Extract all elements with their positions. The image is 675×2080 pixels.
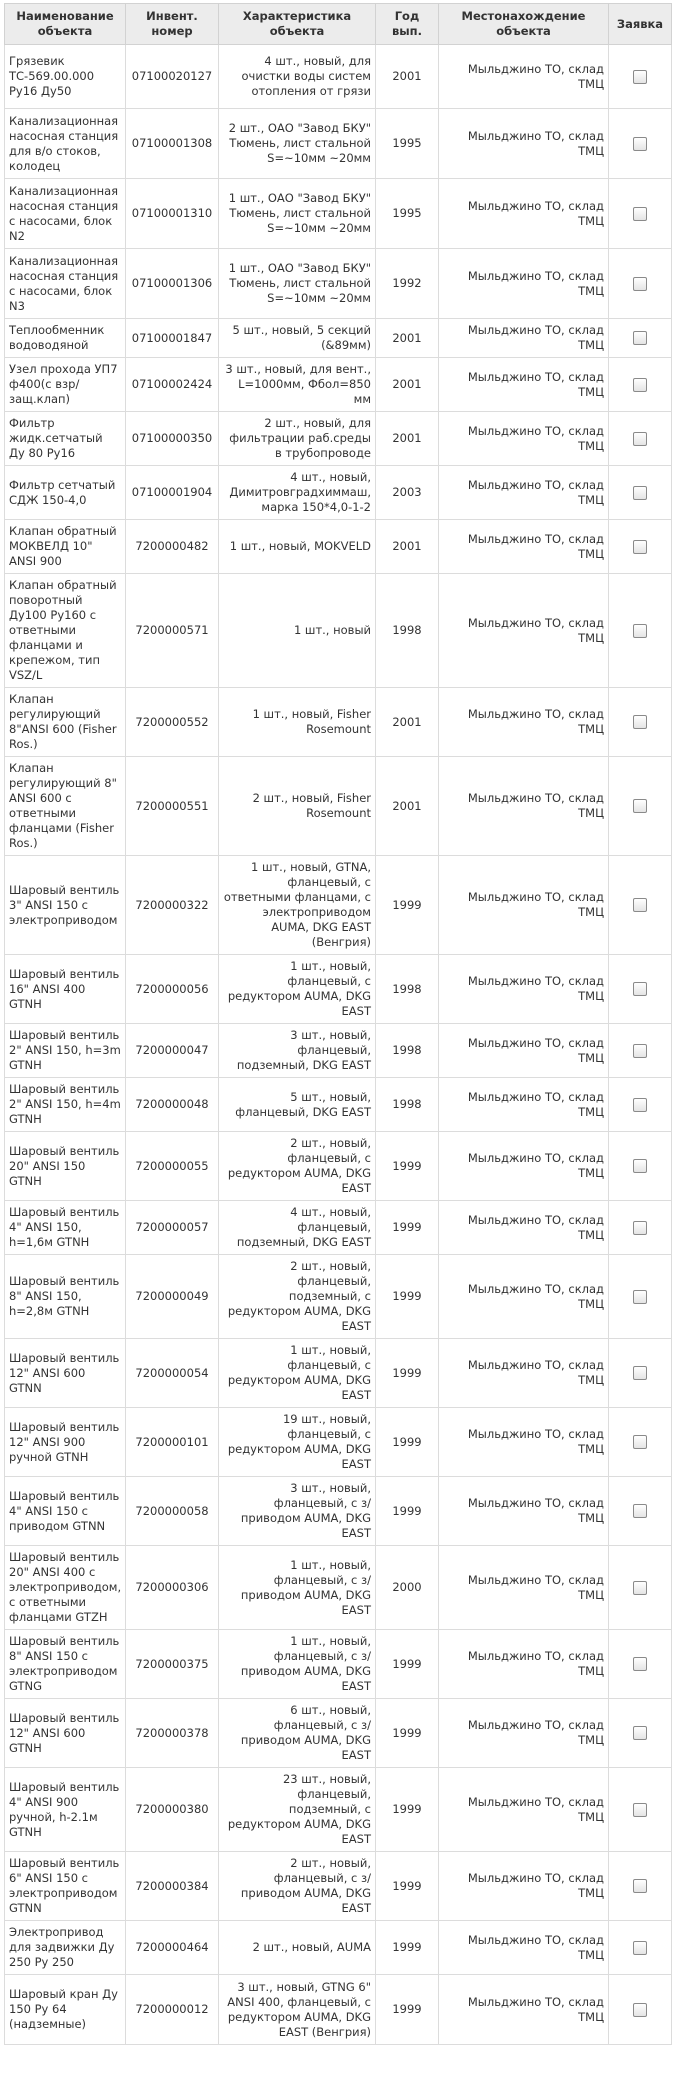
cell-name: Шаровый вентиль 2" ANSI 150, h=3m GTNH <box>5 1024 126 1078</box>
cell-description: 6 шт., новый, фланцевый, с з/приводом AUMA, DKG EAST <box>219 1699 376 1768</box>
request-checkbox[interactable] <box>633 1879 647 1893</box>
cell-location: Мыльджино ТО, склад ТМЦ <box>439 1078 609 1132</box>
request-checkbox[interactable] <box>633 207 647 221</box>
cell-description: 1 шт., новый, фланцевый, с з/приводом AUMA, DKG EAST <box>219 1630 376 1699</box>
cell-name: Шаровый кран Ду 150 Ру 64 (надземные) <box>5 1975 126 2045</box>
cell-inventory-number: 7200000054 <box>126 1339 219 1408</box>
table-row <box>5 249 672 319</box>
cell-location: Мыльджино ТО, склад ТМЦ <box>439 688 609 757</box>
cell-request <box>609 179 672 249</box>
cell-description: 1 шт., новый, фланцевый, с редуктором AUMA, DKG EAST <box>219 1339 376 1408</box>
cell-request <box>609 1132 672 1201</box>
cell-inventory-number: 7200000375 <box>126 1630 219 1699</box>
cell-inventory-number: 7200000306 <box>126 1546 219 1630</box>
request-checkbox[interactable] <box>633 1726 647 1740</box>
request-checkbox[interactable] <box>633 1366 647 1380</box>
cell-location: Мыльджино ТО, склад ТМЦ <box>439 1975 609 2045</box>
cell-year: 1999 <box>376 1852 439 1921</box>
cell-location: Мыльджино ТО, склад ТМЦ <box>439 319 609 358</box>
cell-request <box>609 1852 672 1921</box>
cell-year: 2001 <box>376 688 439 757</box>
cell-description: 1 шт., ОАО "Завод БКУ" Тюмень, лист стальной S=~10мм ~20мм <box>219 249 376 319</box>
cell-description: 1 шт., ОАО "Завод БКУ" Тюмень, лист стальной S=~10мм ~20мм <box>219 179 376 249</box>
cell-year: 1999 <box>376 856 439 955</box>
cell-year: 1999 <box>376 1477 439 1546</box>
table-row <box>5 1132 672 1201</box>
cell-inventory-number: 7200000101 <box>126 1408 219 1477</box>
cell-name: Канализационная насосная станция для в/о стоков, колодец <box>5 109 126 179</box>
cell-request <box>609 757 672 856</box>
cell-year: 1998 <box>376 1024 439 1078</box>
cell-request <box>609 1477 672 1546</box>
cell-location: Мыльджино ТО, склад ТМЦ <box>439 1768 609 1852</box>
cell-request <box>609 45 672 109</box>
table-row <box>5 1078 672 1132</box>
cell-name: Шаровый вентиль 4" ANSI 150, h=1,6м GTNH <box>5 1201 126 1255</box>
cell-request <box>609 1078 672 1132</box>
cell-name: Шаровый вентиль 16" ANSI 400 GTNH <box>5 955 126 1024</box>
table-row <box>5 1201 672 1255</box>
request-checkbox[interactable] <box>633 1803 647 1817</box>
cell-name: Шаровый вентиль 2" ANSI 150, h=4m GTNH <box>5 1078 126 1132</box>
cell-request <box>609 1201 672 1255</box>
cell-request <box>609 688 672 757</box>
table-row <box>5 319 672 358</box>
cell-year: 1995 <box>376 109 439 179</box>
request-checkbox[interactable] <box>633 378 647 392</box>
cell-name: Клапан обратный поворотный Ду100 Ру160 с ответными фланцами и крепежом, тип VSZ/L <box>5 574 126 688</box>
cell-description: 4 шт., новый, Димитровградхиммаш, марка 150*4,0-1-2 <box>219 466 376 520</box>
cell-request <box>609 1408 672 1477</box>
request-checkbox[interactable] <box>633 982 647 996</box>
cell-name: Шаровый вентиль 4" ANSI 900 ручной, h-2.1м GTNH <box>5 1768 126 1852</box>
cell-description: 3 шт., новый, фланцевый, с з/приводом AUMA, DKG EAST <box>219 1477 376 1546</box>
cell-year: 1995 <box>376 179 439 249</box>
table-body <box>5 45 672 2045</box>
request-checkbox[interactable] <box>633 70 647 84</box>
cell-request <box>609 574 672 688</box>
cell-location: Мыльджино ТО, склад ТМЦ <box>439 1408 609 1477</box>
cell-year: 1998 <box>376 955 439 1024</box>
cell-description: 2 шт., новый, фланцевый, с редуктором AUMA, DKG EAST <box>219 1132 376 1201</box>
cell-name: Шаровый вентиль 8" ANSI 150, h=2,8м GTNH <box>5 1255 126 1339</box>
cell-year: 2003 <box>376 466 439 520</box>
cell-name: Канализационная насосная станция с насосами, блок N3 <box>5 249 126 319</box>
cell-inventory-number: 7200000056 <box>126 955 219 1024</box>
request-checkbox[interactable] <box>633 715 647 729</box>
request-checkbox[interactable] <box>633 432 647 446</box>
cell-inventory-number: 07100020127 <box>126 45 219 109</box>
cell-year: 1999 <box>376 1699 439 1768</box>
cell-year: 1999 <box>376 1339 439 1408</box>
cell-description: 1 шт., новый, GTNA, фланцевый, с ответными фланцами, с электроприводом AUMA, DKG EAST (Венгрия) <box>219 856 376 955</box>
cell-request <box>609 1546 672 1630</box>
request-checkbox[interactable] <box>633 624 647 638</box>
cell-location: Мыльджино ТО, склад ТМЦ <box>439 1477 609 1546</box>
request-checkbox[interactable] <box>633 277 647 291</box>
table-row <box>5 358 672 412</box>
table-row <box>5 109 672 179</box>
header-year: Год вып. <box>376 4 439 45</box>
cell-request <box>609 466 672 520</box>
cell-request <box>609 1339 672 1408</box>
request-checkbox[interactable] <box>633 137 647 151</box>
request-checkbox[interactable] <box>633 1941 647 1955</box>
cell-year: 1992 <box>376 249 439 319</box>
cell-inventory-number: 7200000552 <box>126 688 219 757</box>
cell-request <box>609 955 672 1024</box>
request-checkbox[interactable] <box>633 331 647 345</box>
cell-description: 2 шт., новый, фланцевый, с з/приводом AUMA, DKG EAST <box>219 1852 376 1921</box>
cell-location: Мыльджино ТО, склад ТМЦ <box>439 249 609 319</box>
cell-name: Шаровый вентиль 12" ANSI 600 GTNH <box>5 1699 126 1768</box>
cell-year: 1999 <box>376 1408 439 1477</box>
cell-description: 2 шт., ОАО "Завод БКУ" Тюмень, лист стальной S=~10мм ~20мм <box>219 109 376 179</box>
cell-description: 2 шт., новый, фланцевый, подземный, с редуктором AUMA, DKG EAST <box>219 1255 376 1339</box>
header-description: Характеристика объекта <box>219 4 376 45</box>
cell-inventory-number: 07100001310 <box>126 179 219 249</box>
request-checkbox[interactable] <box>633 1504 647 1518</box>
cell-description: 4 шт., новый, фланцевый, подземный, DKG EAST <box>219 1201 376 1255</box>
cell-description: 1 шт., новый, MOKVELD <box>219 520 376 574</box>
cell-year: 1998 <box>376 1078 439 1132</box>
table-row <box>5 757 672 856</box>
cell-inventory-number: 7200000482 <box>126 520 219 574</box>
cell-location: Мыльджино ТО, склад ТМЦ <box>439 412 609 466</box>
table-row <box>5 856 672 955</box>
table-row <box>5 955 672 1024</box>
cell-inventory-number: 7200000055 <box>126 1132 219 1201</box>
cell-location: Мыльджино ТО, склад ТМЦ <box>439 1024 609 1078</box>
cell-description: 3 шт., новый, для вент., L=1000мм, Фбол=850 мм <box>219 358 376 412</box>
cell-inventory-number: 7200000378 <box>126 1699 219 1768</box>
header-request: Заявка <box>609 4 672 45</box>
cell-year: 2001 <box>376 319 439 358</box>
cell-location: Мыльджино ТО, склад ТМЦ <box>439 1699 609 1768</box>
cell-name: Шаровый вентиль 3" ANSI 150 с электроприводом <box>5 856 126 955</box>
table-row <box>5 1477 672 1546</box>
cell-request <box>609 1024 672 1078</box>
table-row <box>5 1852 672 1921</box>
table-row <box>5 1024 672 1078</box>
cell-name: Шаровый вентиль 12" ANSI 600 GTNN <box>5 1339 126 1408</box>
cell-request <box>609 109 672 179</box>
request-checkbox[interactable] <box>633 1435 647 1449</box>
cell-request <box>609 1975 672 2045</box>
cell-year: 1999 <box>376 1630 439 1699</box>
cell-year: 1998 <box>376 574 439 688</box>
header-name: Наименование объекта <box>5 4 126 45</box>
cell-year: 2001 <box>376 757 439 856</box>
cell-description: 5 шт., новый, фланцевый, DKG EAST <box>219 1078 376 1132</box>
cell-name: Шаровый вентиль 6" ANSI 150 с электроприводом GTNN <box>5 1852 126 1921</box>
cell-inventory-number: 7200000551 <box>126 757 219 856</box>
assets-table <box>4 3 672 2045</box>
cell-request <box>609 520 672 574</box>
cell-location: Мыльджино ТО, склад ТМЦ <box>439 358 609 412</box>
cell-inventory-number: 7200000571 <box>126 574 219 688</box>
cell-inventory-number: 7200000384 <box>126 1852 219 1921</box>
cell-year: 1999 <box>376 1255 439 1339</box>
cell-name: Шаровый вентиль 4" ANSI 150 с приводом GTNN <box>5 1477 126 1546</box>
cell-inventory-number: 7200000012 <box>126 1975 219 2045</box>
cell-inventory-number: 7200000049 <box>126 1255 219 1339</box>
cell-year: 2000 <box>376 1546 439 1630</box>
table-row <box>5 1546 672 1630</box>
cell-name: Клапан регулирующий 8"ANSI 600 (Fisher Ros.) <box>5 688 126 757</box>
cell-location: Мыльджино ТО, склад ТМЦ <box>439 179 609 249</box>
cell-description: 3 шт., новый, фланцевый, подземный, DKG EAST <box>219 1024 376 1078</box>
cell-inventory-number: 7200000464 <box>126 1921 219 1975</box>
cell-name: Теплообменник водоводяной <box>5 319 126 358</box>
cell-inventory-number: 7200000380 <box>126 1768 219 1852</box>
request-checkbox[interactable] <box>633 1098 647 1112</box>
cell-location: Мыльджино ТО, склад ТМЦ <box>439 1630 609 1699</box>
cell-description: 1 шт., новый <box>219 574 376 688</box>
cell-request <box>609 1768 672 1852</box>
cell-description: 23 шт., новый, фланцевый, подземный, с редуктором AUMA, DKG EAST <box>219 1768 376 1852</box>
cell-request <box>609 249 672 319</box>
table-row <box>5 520 672 574</box>
cell-inventory-number: 07100000350 <box>126 412 219 466</box>
table-row <box>5 1921 672 1975</box>
header-row <box>5 4 672 45</box>
cell-description: 2 шт., новый, Fisher Rosemount <box>219 757 376 856</box>
cell-location: Мыльджино ТО, склад ТМЦ <box>439 45 609 109</box>
table-row <box>5 1699 672 1768</box>
table-row <box>5 1975 672 2045</box>
table-row <box>5 574 672 688</box>
cell-description: 1 шт., новый, Fisher Rosemount <box>219 688 376 757</box>
cell-inventory-number: 07100001306 <box>126 249 219 319</box>
cell-description: 19 шт., новый, фланцевый, с редуктором AUMA, DKG EAST <box>219 1408 376 1477</box>
cell-location: Мыльджино ТО, склад ТМЦ <box>439 1921 609 1975</box>
cell-year: 1999 <box>376 1975 439 2045</box>
cell-description: 1 шт., новый, фланцевый, с з/приводом AUMA, DKG EAST <box>219 1546 376 1630</box>
cell-location: Мыльджино ТО, склад ТМЦ <box>439 1255 609 1339</box>
request-checkbox[interactable] <box>633 1044 647 1058</box>
table-row <box>5 1630 672 1699</box>
cell-year: 2001 <box>376 520 439 574</box>
cell-name: Шаровый вентиль 20" ANSI 150 GTNH <box>5 1132 126 1201</box>
cell-location: Мыльджино ТО, склад ТМЦ <box>439 1546 609 1630</box>
cell-location: Мыльджино ТО, склад ТМЦ <box>439 1852 609 1921</box>
cell-inventory-number: 7200000058 <box>126 1477 219 1546</box>
request-checkbox[interactable] <box>633 1221 647 1235</box>
cell-inventory-number: 7200000048 <box>126 1078 219 1132</box>
table-row <box>5 1255 672 1339</box>
cell-request <box>609 358 672 412</box>
request-checkbox[interactable] <box>633 540 647 554</box>
request-checkbox[interactable] <box>633 2003 647 2017</box>
table-row <box>5 1408 672 1477</box>
header-location: Местонахождение объекта <box>439 4 609 45</box>
cell-year: 2001 <box>376 412 439 466</box>
cell-inventory-number: 07100001847 <box>126 319 219 358</box>
cell-request <box>609 412 672 466</box>
cell-request <box>609 1699 672 1768</box>
cell-year: 2001 <box>376 358 439 412</box>
cell-description: 2 шт., новый, для фильтрации раб.среды в трубопроводе <box>219 412 376 466</box>
cell-name: Узел прохода УП7 ф400(с взр/защ.клап) <box>5 358 126 412</box>
cell-name: Электропривод для задвижки Ду 250 Ру 250 <box>5 1921 126 1975</box>
cell-location: Мыльджино ТО, склад ТМЦ <box>439 856 609 955</box>
cell-description: 3 шт., новый, GTNG 6" ANSI 400, фланцевый, с редуктором AUMA, DKG EAST (Венгрия) <box>219 1975 376 2045</box>
cell-location: Мыльджино ТО, склад ТМЦ <box>439 520 609 574</box>
cell-year: 2001 <box>376 45 439 109</box>
request-checkbox[interactable] <box>633 799 647 813</box>
cell-location: Мыльджино ТО, склад ТМЦ <box>439 1201 609 1255</box>
cell-name: Фильтр жидк.сетчатый Ду 80 Ру16 <box>5 412 126 466</box>
cell-year: 1999 <box>376 1132 439 1201</box>
cell-description: 5 шт., новый, 5 секций (&89мм) <box>219 319 376 358</box>
cell-name: Канализационная насосная станция с насосами, блок N2 <box>5 179 126 249</box>
cell-location: Мыльджино ТО, склад ТМЦ <box>439 757 609 856</box>
cell-request <box>609 1921 672 1975</box>
request-checkbox[interactable] <box>633 1581 647 1595</box>
cell-request <box>609 1630 672 1699</box>
cell-year: 1999 <box>376 1768 439 1852</box>
cell-name: Шаровый вентиль 20" ANSI 400 с электроприводом, с ответными фланцами GTZH <box>5 1546 126 1630</box>
table-row <box>5 1339 672 1408</box>
cell-location: Мыльджино ТО, склад ТМЦ <box>439 1339 609 1408</box>
cell-description: 2 шт., новый, AUMA <box>219 1921 376 1975</box>
table-row <box>5 1768 672 1852</box>
cell-description: 4 шт., новый, для очистки воды систем отопления от грязи <box>219 45 376 109</box>
request-checkbox[interactable] <box>633 486 647 500</box>
table-header <box>5 4 672 45</box>
cell-name: Клапан обратный МОКВЕЛД 10" ANSI 900 <box>5 520 126 574</box>
request-checkbox[interactable] <box>633 1290 647 1304</box>
table-row <box>5 688 672 757</box>
cell-location: Мыльджино ТО, склад ТМЦ <box>439 955 609 1024</box>
cell-location: Мыльджино ТО, склад ТМЦ <box>439 109 609 179</box>
cell-name: Шаровый вентиль 12" ANSI 900 ручной GTNH <box>5 1408 126 1477</box>
cell-inventory-number: 7200000047 <box>126 1024 219 1078</box>
cell-request <box>609 319 672 358</box>
cell-inventory-number: 07100002424 <box>126 358 219 412</box>
cell-inventory-number: 7200000057 <box>126 1201 219 1255</box>
cell-name: Фильтр сетчатый СДЖ 150-4,0 <box>5 466 126 520</box>
table-row <box>5 466 672 520</box>
cell-name: Клапан регулирующий 8" ANSI 600 с ответными фланцами (Fisher Ros.) <box>5 757 126 856</box>
cell-request <box>609 1255 672 1339</box>
table-row <box>5 45 672 109</box>
cell-name: Грязевик ТС-569.00.000 Ру16 Ду50 <box>5 45 126 109</box>
cell-description: 1 шт., новый, фланцевый, с редуктором AUMA, DKG EAST <box>219 955 376 1024</box>
table-row <box>5 179 672 249</box>
cell-inventory-number: 07100001904 <box>126 466 219 520</box>
cell-inventory-number: 07100001308 <box>126 109 219 179</box>
table-row <box>5 412 672 466</box>
request-checkbox[interactable] <box>633 898 647 912</box>
cell-name: Шаровый вентиль 8" ANSI 150 с электроприводом GTNG <box>5 1630 126 1699</box>
cell-request <box>609 856 672 955</box>
cell-year: 1999 <box>376 1201 439 1255</box>
request-checkbox[interactable] <box>633 1657 647 1671</box>
cell-location: Мыльджино ТО, склад ТМЦ <box>439 574 609 688</box>
request-checkbox[interactable] <box>633 1159 647 1173</box>
cell-location: Мыльджино ТО, склад ТМЦ <box>439 466 609 520</box>
header-inventory-number: Инвент. номер <box>126 4 219 45</box>
cell-year: 1999 <box>376 1921 439 1975</box>
cell-location: Мыльджино ТО, склад ТМЦ <box>439 1132 609 1201</box>
cell-inventory-number: 7200000322 <box>126 856 219 955</box>
